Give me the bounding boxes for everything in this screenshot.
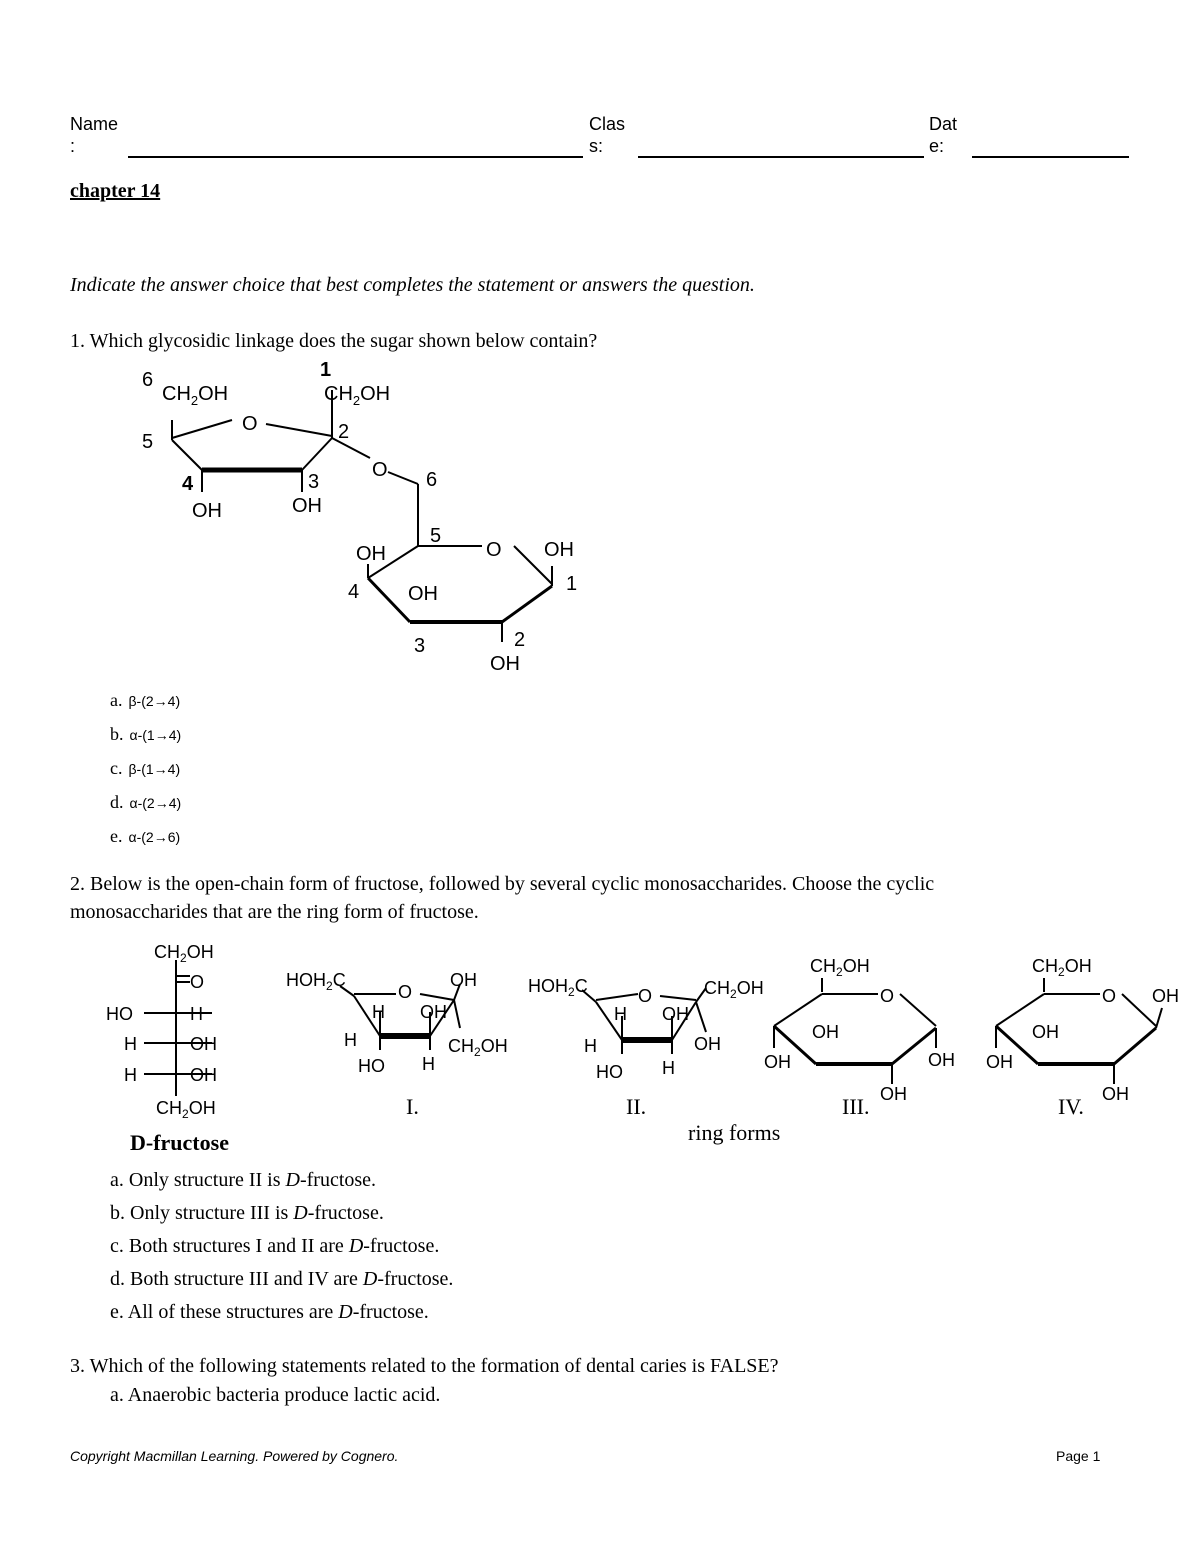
svg-text:HOH2C: $HOH_2C$ bbox=[528, 976, 588, 999]
class-field-line[interactable] bbox=[638, 156, 924, 158]
option-letter: b. bbox=[110, 724, 124, 744]
label-o-ring2: O bbox=[486, 539, 502, 561]
option-text-ital: D bbox=[348, 1235, 364, 1257]
svg-text:H: H bbox=[584, 1036, 597, 1056]
label-oh-c: OH bbox=[356, 543, 386, 565]
option-text-post: -fructose. bbox=[377, 1268, 454, 1290]
svg-text:OH: OH bbox=[986, 1052, 1013, 1072]
fructose-name-label: D-fructose bbox=[130, 1130, 229, 1155]
svg-text:OH: OH bbox=[812, 1022, 839, 1042]
option-text-post: -fructose. bbox=[352, 1301, 429, 1323]
option-text: α-(2→6) bbox=[128, 829, 181, 845]
option-text-pre: Both structures I and II are bbox=[128, 1235, 349, 1257]
svg-text:OH: OH bbox=[928, 1050, 955, 1070]
svg-text:H: H bbox=[124, 1065, 137, 1085]
svg-text:H: H bbox=[372, 1002, 385, 1022]
question-3-text: 3. Which of the following statements related to the formation of dental caries is FALSE? bbox=[70, 1355, 779, 1377]
svg-text:CH2OH: $CH_2OH$ bbox=[1032, 956, 1092, 979]
option-letter: b. bbox=[110, 1202, 125, 1224]
svg-text:H: H bbox=[614, 1004, 627, 1024]
option-letter: c. bbox=[110, 1235, 124, 1257]
option-text: α-(1→4) bbox=[129, 727, 182, 743]
q2-option-c[interactable] bbox=[110, 1230, 453, 1263]
svg-text:OH: OH bbox=[450, 970, 477, 990]
label-n1b: 1 bbox=[566, 573, 578, 595]
date-label bbox=[929, 113, 957, 157]
svg-text:H: H bbox=[124, 1034, 137, 1054]
label-n1: 1 bbox=[320, 360, 332, 381]
label-oh-a: OH bbox=[192, 500, 222, 522]
option-text-pre: Only structure III is bbox=[130, 1202, 294, 1224]
svg-text:H: H bbox=[190, 1004, 203, 1024]
q1-option-b[interactable] bbox=[110, 718, 181, 752]
option-text-pre: All of these structures are bbox=[127, 1301, 339, 1323]
option-letter: a. bbox=[110, 690, 123, 710]
svg-text:OH: OH bbox=[190, 1065, 217, 1085]
date-label-bottom: e: bbox=[929, 136, 945, 156]
option-letter: e. bbox=[110, 826, 123, 846]
option-letter: e. bbox=[110, 1301, 124, 1323]
q1-option-c[interactable] bbox=[110, 752, 181, 786]
option-text-ital: D bbox=[362, 1268, 378, 1290]
svg-text:OH: OH bbox=[694, 1034, 721, 1054]
date-field-line[interactable] bbox=[972, 156, 1129, 158]
name-label bbox=[70, 113, 118, 157]
svg-text:O: O bbox=[638, 986, 653, 1006]
q2-option-d[interactable] bbox=[110, 1263, 453, 1296]
svg-text:CH2OH: $CH_2OH$ bbox=[156, 1098, 216, 1121]
option-letter: a. bbox=[110, 1169, 124, 1191]
roman-3-label: III. bbox=[842, 1094, 870, 1119]
option-text-post: -fructose. bbox=[363, 1235, 440, 1257]
label-n6b: 6 bbox=[426, 469, 438, 491]
option-text-post: -fructose. bbox=[307, 1202, 384, 1224]
question-2-line1: 2. Below is the open-chain form of fructose, followed by several cyclic monosaccharides. Choose the cyclic bbox=[70, 873, 935, 895]
label-ch2oh-b: $CH_2OH$ bbox=[324, 383, 391, 408]
label-n4b: 4 bbox=[348, 581, 360, 603]
svg-text:HO: HO bbox=[596, 1062, 623, 1082]
svg-text:H: H bbox=[662, 1058, 675, 1078]
svg-text:H: H bbox=[344, 1030, 357, 1050]
svg-text:OH: OH bbox=[764, 1052, 791, 1072]
label-n4: 4 bbox=[182, 473, 194, 495]
svg-text:CH2OH: $CH_2OH$ bbox=[448, 1036, 508, 1059]
question-2-text bbox=[70, 870, 934, 926]
q2-fructose-diagram bbox=[100, 936, 1190, 1166]
option-text-pre: Both structure III and IV are bbox=[130, 1268, 363, 1290]
label-oh-d: OH bbox=[544, 539, 574, 561]
option-letter: a. bbox=[110, 1384, 124, 1406]
svg-text:O: O bbox=[398, 982, 413, 1002]
svg-text:HOH2C: $HOH_2C$ bbox=[286, 970, 346, 993]
class-label-bottom: s: bbox=[589, 136, 604, 156]
svg-text:OH: OH bbox=[662, 1004, 689, 1024]
q3-option-a[interactable] bbox=[110, 1384, 440, 1407]
question-1-text: 1. Which glycosidic linkage does the sugar shown below contain? bbox=[70, 330, 598, 352]
question-2-line2: monosaccharides that are the ring form of fructose. bbox=[70, 901, 479, 923]
q1-option-d[interactable] bbox=[110, 786, 181, 820]
svg-text:OH: OH bbox=[1032, 1022, 1059, 1042]
label-oh-f: OH bbox=[490, 653, 520, 675]
roman-4-label: IV. bbox=[1058, 1094, 1084, 1119]
label-o-link: O bbox=[372, 459, 388, 481]
option-text-ital: D bbox=[293, 1202, 308, 1224]
label-n6: 6 bbox=[142, 369, 154, 391]
q2-option-a[interactable] bbox=[110, 1164, 453, 1197]
label-ch2oh-a: $CH_2OH$ bbox=[162, 383, 229, 408]
option-letter: d. bbox=[110, 792, 124, 812]
svg-text:OH: OH bbox=[190, 1034, 217, 1054]
date-label-top: Dat bbox=[929, 114, 958, 134]
svg-text:CH2OH: $CH_2OH$ bbox=[154, 942, 214, 965]
q2-options bbox=[110, 1164, 453, 1329]
name-field-line[interactable] bbox=[128, 156, 583, 158]
ring-forms-label: ring forms bbox=[688, 1120, 781, 1145]
svg-text:O: O bbox=[880, 986, 895, 1006]
svg-text:H: H bbox=[422, 1054, 435, 1074]
q1-options bbox=[110, 684, 181, 854]
name-label-bottom: : bbox=[70, 136, 76, 156]
svg-text:O: O bbox=[1102, 986, 1117, 1006]
label-o-ring1: O bbox=[242, 413, 258, 435]
label-n5b: 5 bbox=[430, 525, 442, 547]
q1-disaccharide-diagram bbox=[120, 360, 620, 680]
label-oh-b: OH bbox=[292, 495, 322, 517]
footer-page-number: Page 1 bbox=[1056, 1448, 1101, 1464]
roman-2-label: II. bbox=[626, 1094, 647, 1119]
svg-text:HO: HO bbox=[106, 1004, 133, 1024]
option-text: β-(2→4) bbox=[128, 693, 181, 709]
svg-text:O: O bbox=[190, 972, 205, 992]
option-text-pre: Only structure II is bbox=[128, 1169, 286, 1191]
option-letter: d. bbox=[110, 1268, 125, 1290]
svg-text:OH: OH bbox=[1152, 986, 1179, 1006]
q2-option-e[interactable] bbox=[110, 1296, 453, 1329]
option-letter: c. bbox=[110, 758, 123, 778]
q1-option-e[interactable] bbox=[110, 820, 181, 854]
page-title: chapter 14 bbox=[70, 180, 161, 202]
label-n3: 3 bbox=[308, 471, 320, 493]
label-n2b: 2 bbox=[514, 629, 526, 651]
option-text: β-(1→4) bbox=[128, 761, 181, 777]
svg-text:OH: OH bbox=[420, 1002, 447, 1022]
footer-copyright: Copyright Macmillan Learning. Powered by Cognero. bbox=[70, 1448, 399, 1464]
q1-option-a[interactable] bbox=[110, 684, 181, 718]
class-label bbox=[589, 113, 625, 157]
label-n2: 2 bbox=[338, 421, 350, 443]
class-label-top: Clas bbox=[589, 114, 626, 134]
option-text: Anaerobic bacteria produce lactic acid. bbox=[127, 1384, 441, 1406]
label-n3b: 3 bbox=[414, 635, 426, 657]
roman-1-label: I. bbox=[406, 1094, 419, 1119]
svg-text:OH: OH bbox=[1102, 1084, 1129, 1104]
instructions: Indicate the answer choice that best completes the statement or answers the question. bbox=[70, 274, 755, 296]
svg-text:CH2OH: $CH_2OH$ bbox=[810, 956, 870, 979]
label-n5: 5 bbox=[142, 431, 154, 453]
option-text: α-(2→4) bbox=[129, 795, 182, 811]
label-oh-e: OH bbox=[408, 583, 438, 605]
option-text-ital: D bbox=[285, 1169, 300, 1191]
svg-text:HO: HO bbox=[358, 1056, 385, 1076]
svg-text:OH: OH bbox=[880, 1084, 907, 1104]
svg-text:CH2OH: $CH_2OH$ bbox=[704, 978, 764, 1001]
option-text-post: -fructose. bbox=[299, 1169, 377, 1191]
option-text-ital: D bbox=[338, 1301, 353, 1323]
name-label-top: Name bbox=[70, 114, 119, 134]
q2-option-b[interactable] bbox=[110, 1197, 453, 1230]
